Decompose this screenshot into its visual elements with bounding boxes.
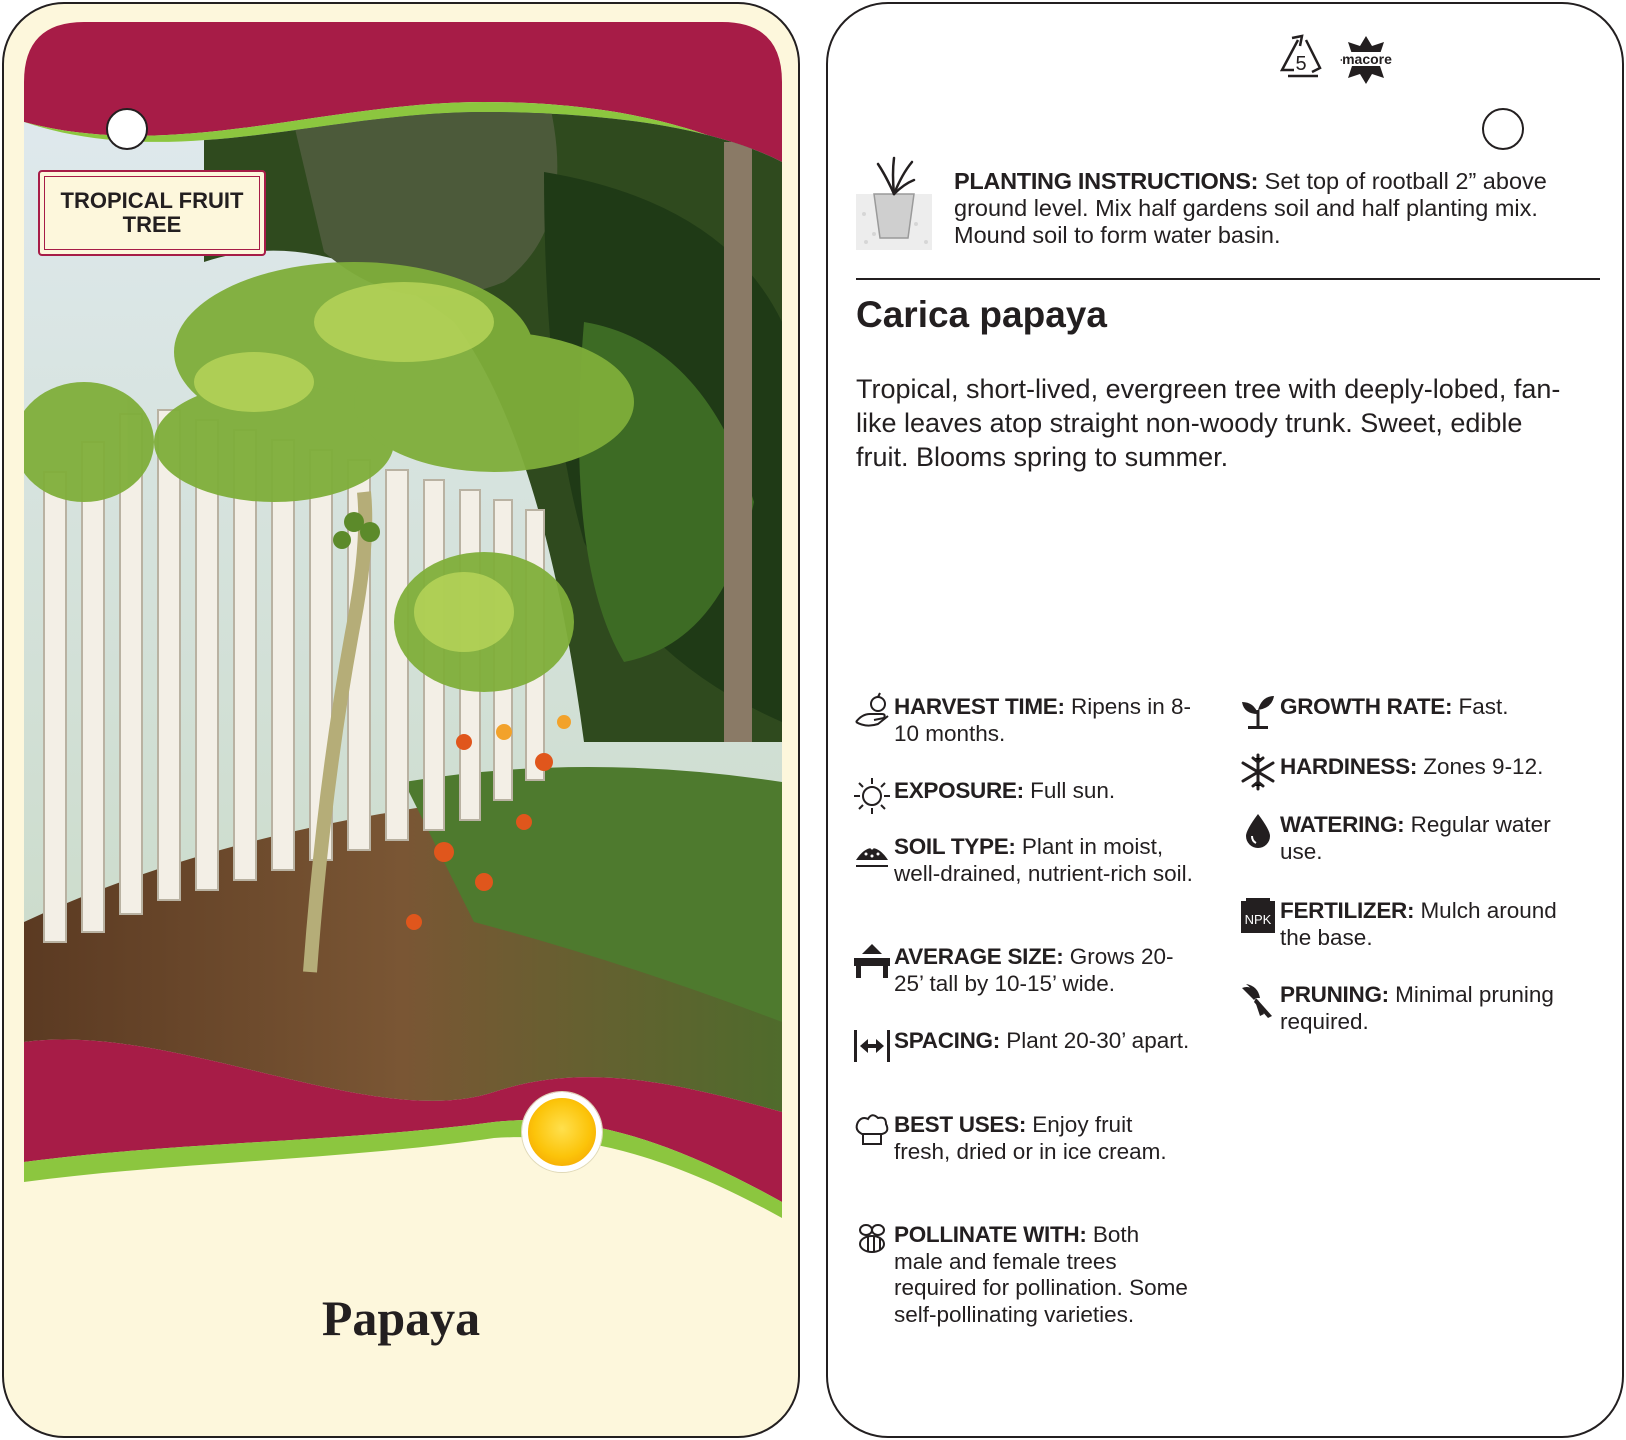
divider <box>856 278 1600 280</box>
soil-icon <box>852 832 892 872</box>
pollinate-with-item <box>852 1222 1194 1328</box>
pruners-icon <box>1238 980 1278 1020</box>
average-size-text: Grows 20-25’ tall by 10-15’ wide. <box>894 944 1174 996</box>
harvest-time-text: Ripens in 8-10 months. <box>894 694 1192 746</box>
average-size-item <box>852 944 1194 997</box>
soil-type-item <box>852 834 1194 887</box>
average-size-label: AVERAGE SIZE: <box>894 944 1064 969</box>
harvest-time-item <box>852 694 1194 747</box>
fertilizer-text: Mulch around the base. <box>1280 898 1557 950</box>
planting-text: Set top of rootball 2” above ground level. Mix half gardens soil and half planting mix. Mound soil to form water basin. <box>954 168 1547 248</box>
growth-rate-label: GROWTH RATE: <box>1280 694 1453 719</box>
growth-rate-text: Fast. <box>1452 694 1509 719</box>
front-card <box>2 2 800 1438</box>
pruning-label: PRUNING: <box>1280 982 1389 1007</box>
soil-type-text: Plant in moist, well-drained, nutrient-rich soil. <box>894 834 1193 886</box>
fertilizer-label: FERTILIZER: <box>1280 898 1415 923</box>
pruning-text: Minimal pruning required. <box>1280 982 1554 1034</box>
hardiness-text: Zones 9-12. <box>1417 754 1544 779</box>
water-drop-icon <box>1238 810 1278 850</box>
pruning-item <box>1238 982 1580 1035</box>
snowflake-icon <box>1238 752 1278 792</box>
spacing-label: SPACING: <box>894 1028 1000 1053</box>
planting-instructions <box>954 168 1604 249</box>
pollinate-with-text: Both male and female trees required for pollination. Some self-pollinating varieties. <box>894 1222 1188 1327</box>
plant-description: Tropical, short-lived, evergreen tree with deeply-lobed, fan-like leaves atop straight non-woody trunk. Sweet, edible fruit. Blooms spring to summer. <box>856 374 1561 472</box>
planting-label: PLANTING INSTRUCTIONS: <box>954 168 1259 194</box>
recycle-code: 5 <box>1295 53 1307 75</box>
full-sun-dot-icon <box>522 1092 602 1172</box>
exposure-item <box>852 778 1194 816</box>
svg-text:NPK: NPK <box>1244 912 1272 927</box>
soil-type-label: SOIL TYPE: <box>894 834 1016 859</box>
watering-text: Regular water use. <box>1280 812 1551 864</box>
spacing-text: Plant 20-30’ apart. <box>999 1028 1190 1053</box>
hardiness-label: HARDINESS: <box>1280 754 1418 779</box>
best-uses-label: BEST USES: <box>894 1112 1027 1137</box>
common-name: Papaya <box>321 1290 481 1346</box>
category-badge <box>38 170 266 256</box>
logos <box>1274 32 1404 92</box>
brand-name: macore <box>1342 51 1392 67</box>
bee-icon <box>852 1220 892 1260</box>
exposure-label: EXPOSURE: <box>894 778 1024 803</box>
hand-icon <box>852 692 892 732</box>
npk-icon <box>1238 896 1278 936</box>
size-icon <box>852 942 892 982</box>
exposure-text: Full sun. <box>1023 778 1116 803</box>
sprout-icon <box>1238 692 1278 732</box>
sun-icon <box>852 776 892 816</box>
watering-label: WATERING: <box>1280 812 1405 837</box>
best-uses-item <box>852 1112 1194 1165</box>
pollinate-with-label: POLLINATE WITH: <box>894 1222 1087 1247</box>
best-uses-text: Enjoy fruit fresh, dried or in ice cream. <box>894 1112 1167 1164</box>
spacing-icon <box>852 1026 892 1066</box>
growth-rate-item <box>1238 694 1580 732</box>
harvest-time-label: HARVEST TIME: <box>894 694 1065 719</box>
fertilizer-item <box>1238 898 1580 951</box>
spacing-item <box>852 1028 1194 1066</box>
botanical-name: Carica papaya <box>856 294 1107 335</box>
back-card <box>826 2 1624 1438</box>
chef-hat-icon <box>852 1110 892 1150</box>
hang-hole <box>1482 108 1524 150</box>
hardiness-item <box>1238 754 1580 792</box>
category-badge-text: TROPICAL FRUIT TREE <box>60 188 244 237</box>
hang-hole <box>106 108 148 150</box>
potted-plant-icon <box>856 154 932 250</box>
watering-item <box>1238 812 1580 865</box>
